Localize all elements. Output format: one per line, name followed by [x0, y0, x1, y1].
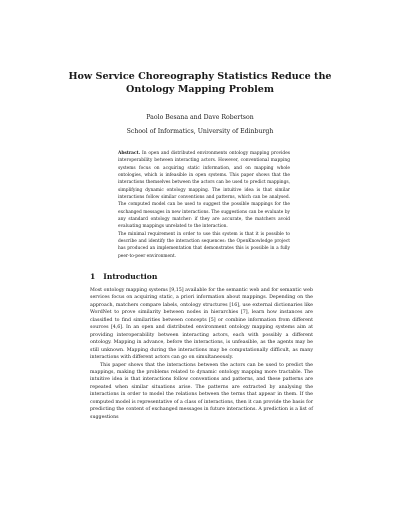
abstract-heading: Abstract. — [118, 151, 141, 156]
section-heading — [90, 272, 157, 281]
abstract — [118, 150, 290, 260]
abstract-text-1: In open and distributed environments ontology mapping provides interoperability between interacting actors. However, conventional mapping systems focus on acquiring static information, and on mapping whole ontologies, which is infeasible in open systems. This paper shows that the interactions themselves between the actors can be used to predict mappings, simplifying dynamic ontology mapping. The intuitive idea is that similar interactions follow similar conventions and patterns, which can be analysed. The computed model can be used to suggest the possible mappings for the exchanged messages in new interactions. The suggestions can be evaluate by any standard ontology matcher: if they are accurate, the matchers avoid evaluating mappings unrelated to the interaction. — [118, 151, 290, 230]
intro-paragraph-1: Most ontology mapping systems [9,15] available for the semantic web and for semantic web services focus on acquiring static, a priori information about mappings. Depending on the approach, matchers compare labels, ontology structures [16], use external dictionaries like WordNet to prove similarity between nodes in hierarchies [7], learn how instances are classified to find similarities between concepts [5] or combine information from different sources [4,6]. In an open and distributed environment ontology mapping systems aim at providing interoperability between interacting actors, each with possibly a different ontology. Mapping in advance, before the interactions, is unfeasible, as the agents may be still unknown. Mapping during the interactions may be computationally difficult, as many interactions with different actors can go on simultaneously. — [90, 288, 313, 361]
abstract-paragraph-1 — [118, 150, 290, 231]
introduction-body — [90, 287, 313, 421]
abstract-paragraph-2: The minimal requirement in order to use this system is that it is possible to describe and identify the interaction sequences: the OpenKnowledge project has produced an implementation that demonstrates this is possible in a fully peer-to-peer environment. — [118, 231, 290, 259]
paper-affiliation: School of Informatics, University of Edinburgh — [126, 128, 274, 135]
section-title: Introduction — [103, 272, 158, 281]
section-number: 1 — [90, 272, 96, 281]
paper-authors: Paolo Besana and Dave Robertson — [146, 114, 254, 121]
intro-paragraph-2: This paper shows that the interactions between the actors can be used to predict the mappings, making the problems related to dynamic ontology mapping more tractable. The intuitive idea is that interactions follow conventions and patterns, and these patterns are repeated when similar situations arise. The patterns are extracted by analysing the interactions in order to model the relations between the terms that appear in them. If the computed model is representative of a class of interactions, then it can provide the basis for predicting the content of exchanged messages in future interactions. A prediction is a list of suggestions — [90, 362, 313, 420]
paper-title: How Service Choreography Statistics Reduce the Ontology Mapping Problem — [68, 71, 332, 95]
